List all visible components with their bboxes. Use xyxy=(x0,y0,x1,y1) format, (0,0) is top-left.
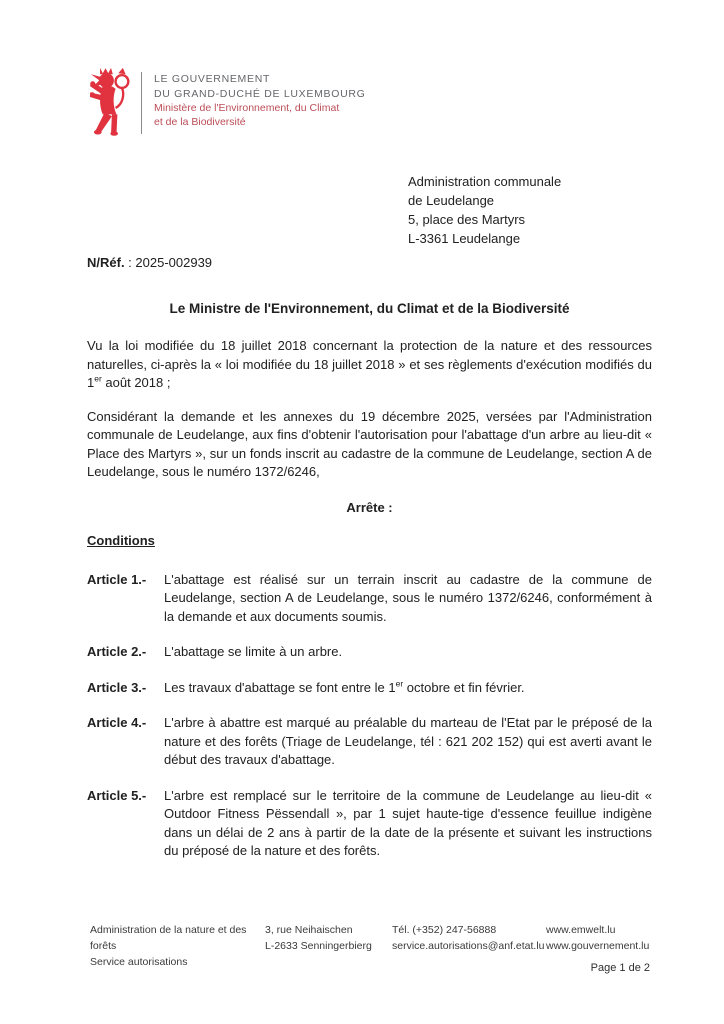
footer-website: www.emwelt.lu xyxy=(546,924,616,936)
article-text: L'abattage se limite à un arbre. xyxy=(164,644,343,659)
footer-line: 3, rue Neihaischen xyxy=(265,924,353,936)
paragraph-considerant: Considérant la demande et les annexes du 19 décembre 2025, versées par l'Administration communale de Leudelange, aux fins d'obtenir l'autorisation pour l'abattage d'un arbre au lieu-dit « Place des Martyrs », sur un fonds inscrit au cadastre de la commune de Leudelange, section A de Leudelange, sous le numéro 1372/6246, xyxy=(87,408,652,479)
article-text: Les travaux d'abattage se font entre le 1er octobre et fin février. xyxy=(164,678,525,695)
article-label: Article 3.- xyxy=(87,679,147,695)
arrete-heading: Arrête : xyxy=(346,499,393,515)
luxembourg-lion-icon xyxy=(90,66,132,139)
footer-column-contact xyxy=(392,922,546,970)
article-label: Article 1.- xyxy=(87,571,147,587)
recipient-line: 5, place des Martyrs xyxy=(408,212,526,227)
article-text: L'arbre est remplacé sur le territoire de la commune de Leudelange au lieu-dit « Outdoor Fitness Pëssendall », par 1 sujet haute-tige d'essence feuillue indigène dans un délai de 2 ans à partir de la date de la présente et suivant les instructions du préposé de la nature et des forêts. xyxy=(164,787,652,858)
superscript: er xyxy=(94,373,102,384)
paragraph-vu-text: Vu la loi modifiée du 18 juillet 2018 concernant la protection de la nature et des ressources naturelles, ci-après la « loi modifiée du 18 juillet 2018 » et ses règlements d'exécution modifiés du 1 xyxy=(87,338,652,390)
government-name-line1: LE GOUVERNEMENT xyxy=(154,73,271,85)
article-3 xyxy=(87,679,652,698)
reference-label: N/Réf. xyxy=(87,255,125,270)
document-title: Le Ministre de l'Environnement, du Climat et de la Biodiversité xyxy=(169,301,570,316)
ministry-name-line2: et de la Biodiversité xyxy=(154,116,246,128)
logo-divider xyxy=(141,72,142,134)
footer xyxy=(90,922,669,970)
article-2 xyxy=(87,643,652,662)
article-text: L'abattage est réalisé sur un terrain inscrit au cadastre de la commune de Leudelange, section A de Leudelange, sous le numéro 1372/6246, conformément à la demande et aux documents soumis. xyxy=(164,571,652,624)
paragraph-vu xyxy=(87,337,652,393)
article-4 xyxy=(87,714,652,770)
superscript: er xyxy=(395,678,404,689)
footer-column-address xyxy=(265,922,392,970)
article-1 xyxy=(87,571,652,627)
page-number: Page 1 de 2 xyxy=(590,962,650,974)
footer-line: Service autorisations xyxy=(90,956,188,968)
article-label: Article 4.- xyxy=(87,715,147,730)
article-label: Article 2.- xyxy=(87,644,147,659)
reference-number xyxy=(87,255,212,270)
recipient-address xyxy=(408,172,561,248)
conditions-heading: Conditions xyxy=(87,533,155,548)
articles-list xyxy=(87,571,652,861)
recipient-line: Administration communale xyxy=(408,174,562,189)
recipient-line: de Leudelange xyxy=(408,193,495,208)
logo-text xyxy=(154,66,366,129)
document-body xyxy=(87,337,652,878)
article-text: L'arbre à abattre est marqué au préalable du marteau de l'Etat par le préposé de la nature et des forêts (Triage de Leudelange, tél : 621 202 152) qui est averti avant le début des travaux d'abattage. xyxy=(164,715,652,767)
footer-column-service xyxy=(90,922,265,970)
paragraph-vu-text: août 2018 ; xyxy=(101,375,171,390)
footer-email: service.autorisations@anf.etat.lu xyxy=(392,940,545,952)
footer-website: www.gouvernement.lu xyxy=(546,940,650,952)
footer-line: L-2633 Senningerbierg xyxy=(265,940,372,952)
footer-phone: Tél. (+352) 247-56888 xyxy=(392,924,497,936)
recipient-line: L-3361 Leudelange xyxy=(408,231,521,246)
reference-value: : 2025-002939 xyxy=(124,255,213,270)
footer-line: Administration de la nature et des forêts xyxy=(90,924,247,952)
article-label: Article 5.- xyxy=(87,787,147,803)
government-name-line2: DU GRAND-DUCHÉ DE LUXEMBOURG xyxy=(154,87,366,100)
ministry-name-line1: Ministère de l'Environnement, du Climat xyxy=(154,102,340,114)
government-logo xyxy=(90,66,366,139)
article-5 xyxy=(87,787,652,861)
